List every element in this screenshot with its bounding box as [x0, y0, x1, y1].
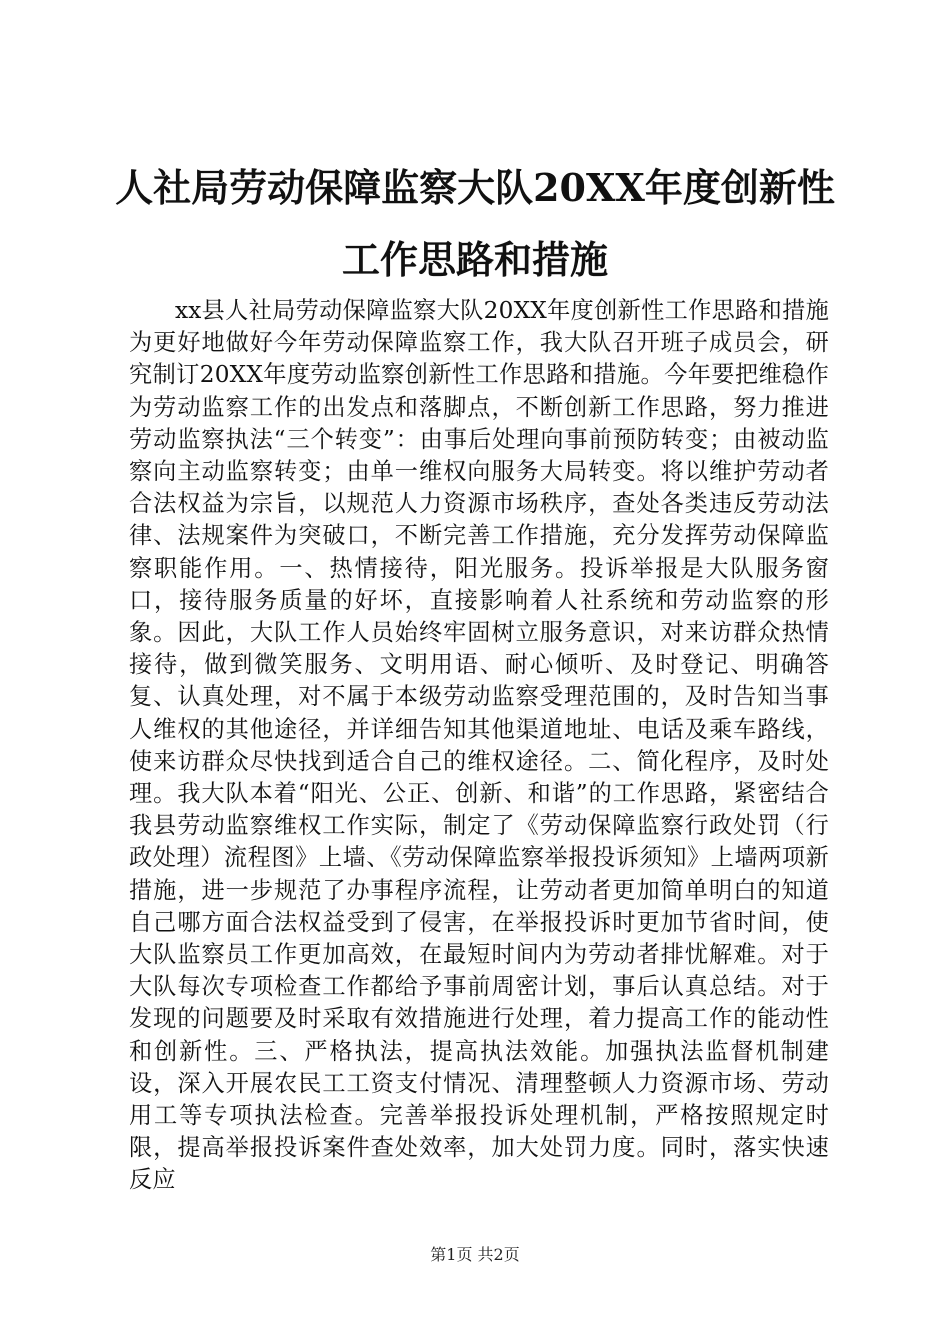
page-footer: 第1页 共2页	[430, 1245, 520, 1264]
document-title: 人社局劳动保障监察大队20XX年度创新性工作思路和措施	[115, 165, 835, 282]
document-body: xx县人社局劳动保障监察大队20XX年度创新性工作思路和措施为更好地做好今年劳动保障监察工作，我大队召开班子成员会，研究制订20XX年度劳动监察创新性工作思路和措施。今年要把维稳作为劳动监察工作的出发点和落脚点，不断创新工作思路，努力推进劳动监察执法“三个转变”：由事后处理向事前预防转变；由被动监察向主动监察转变；由单一维权向服务大局转变。将以维护劳动者合法权益为宗旨，以规范人力资源市场秩序，查处各类违反劳动法律、法规案件为突破口，不断完善工作措施，充分发挥劳动保障监察职能作用。一、热情接待，阳光服务。投诉举报是大队服务窗口，接待服务质量的好坏，直接影响着人社系统和劳动监察的形象。因此，大队工作人员始终牢固树立服务意识，对来访群众热情接待，做到微笑服务、文明用语、耐心倾听、及时登记、明确答复、认真处理，对不属于本级劳动监察受理范围的，及时告知当事人维权的其他途径，并详细告知其他渠道地址、电话及乘车路线，使来访群众尽快找到适合自己的维权途径。二、简化程序，及时处理。我大队本着“阳光、公正、创新、和谐”的工作思路，紧密结合我县劳动监察维权工作实际，制定了《劳动保障监察行政处罚（行政处理）流程图》上墙、《劳动保障监察举报投诉须知》上墙两项新措施，进一步规范了办事程序流程，让劳动者更加简单明白的知道自己哪方面合法权益受到了侵害，在举报投诉时更加节省时间，使大队监察员工作更加高效，在最短时间内为劳动者排忧解难。对于大队每次专项检查工作都给予事前周密计划，事后认真总结。对于发现的问题要及时采取有效措施进行处理，着力提高工作的能动性和创新性。三、严格执法，提高执法效能。加强执法监督机制建设，深入开展农民工工资支付情况、清理整顿人力资源市场、劳动用工等专项执法检查。完善举报投诉处理机制，严格按照规定时限，提高举报投诉案件查处效率，加大处罚力度。同时，落实快速反应	[129, 297, 829, 1194]
